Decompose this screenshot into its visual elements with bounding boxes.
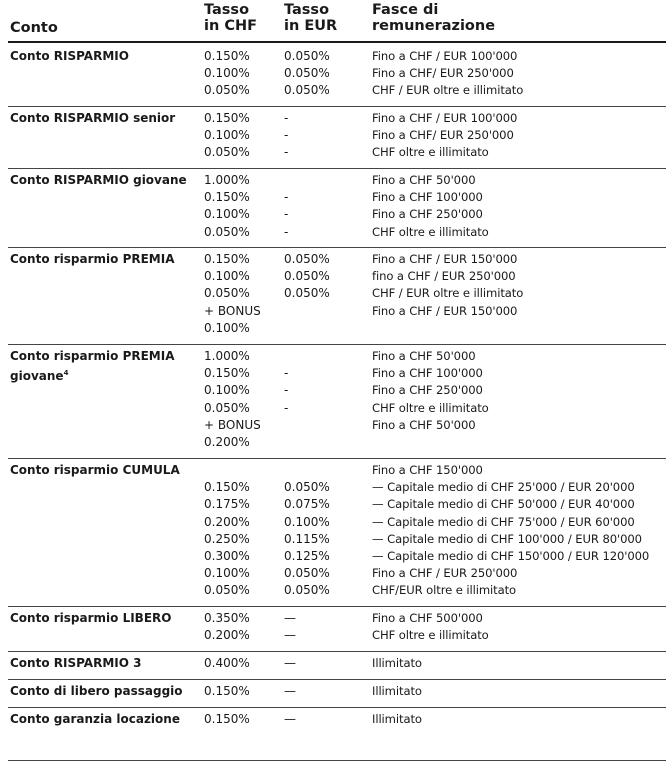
rate-chf-value: 0.400% — [204, 656, 250, 670]
rate-eur-value: — — [284, 656, 296, 670]
rate-chf-value: 0.250% — [204, 531, 250, 546]
rate-eur-value: 0.050% — [284, 286, 330, 301]
rate-chf-value: 0.050% — [204, 286, 250, 301]
rate-chf-column — [204, 251, 279, 337]
tier-value: CHF oltre e illimitato — [372, 145, 489, 160]
table-row — [8, 107, 666, 169]
bottom-rule — [8, 760, 666, 761]
rate-chf-value: + BONUS — [204, 303, 261, 318]
rate-chf-column — [204, 711, 279, 728]
footnote-marker: 4 — [63, 369, 69, 377]
rate-eur-column — [284, 110, 354, 162]
rate-eur-value: 0.050% — [284, 49, 330, 63]
rate-eur-value: — — [284, 684, 296, 698]
rate-chf-value: 0.200% — [204, 514, 250, 529]
account-name-text: Conto risparmio CUMULA — [10, 463, 180, 477]
tier-value: — Capitale medio di CHF 50'000 / EUR 40'000 — [372, 497, 635, 512]
tier-column — [372, 610, 666, 644]
tier-column — [372, 172, 666, 241]
rate-chf-column — [204, 462, 279, 600]
rate-chf-value: 0.150% — [204, 49, 250, 63]
tier-value: CHF oltre e illimitato — [372, 628, 489, 643]
account-name-text: Conto RISPARMIO giovane — [10, 173, 187, 187]
rate-eur-value — [284, 434, 354, 451]
rate-chf-column — [204, 348, 279, 451]
account-name-text: Conto risparmio LIBERO — [10, 611, 172, 625]
rate-chf-value: 1.000% — [204, 173, 250, 187]
tier-value: CHF/EUR oltre e illimitato — [372, 583, 517, 598]
rate-eur-value: - — [284, 145, 289, 160]
tier-value: Fino a CHF/ EUR 250'000 — [372, 128, 514, 143]
rate-eur-column — [284, 251, 354, 337]
rate-eur-value — [284, 303, 354, 320]
table-row — [8, 169, 666, 248]
rate-eur-value — [284, 320, 354, 337]
account-name-text: Conto risparmio PREMIA giovane — [10, 349, 175, 383]
tier-column — [372, 655, 666, 672]
tier-value: Fino a CHF 100'000 — [372, 190, 483, 205]
tier-column — [372, 110, 666, 162]
tier-value: — Capitale medio di CHF 25'000 / EUR 20'000 — [372, 480, 635, 495]
table-row — [8, 652, 666, 680]
tier-value: CHF / EUR oltre e illimitato — [372, 83, 524, 98]
rate-eur-value: 0.125% — [284, 548, 330, 563]
rate-eur-value: 0.050% — [284, 480, 330, 495]
rate-chf-value: 0.150% — [204, 366, 250, 381]
account-name-text: Conto risparmio PREMIA — [10, 252, 175, 266]
rate-eur-value: 0.050% — [284, 66, 330, 81]
rate-chf-column — [204, 172, 279, 241]
account-name — [10, 655, 195, 672]
tier-value: — Capitale medio di CHF 100'000 / EUR 80'000 — [372, 531, 642, 546]
account-name — [10, 462, 195, 479]
rate-chf-value: 0.150% — [204, 684, 250, 698]
rate-eur-value: - — [284, 111, 289, 125]
rate-chf-value: 0.050% — [204, 583, 250, 598]
account-name — [10, 48, 195, 65]
account-name-text: Conto RISPARMIO — [10, 49, 129, 63]
tier-value — [372, 320, 666, 337]
header-tasso-eur: Tasso in EUR — [284, 2, 338, 34]
tier-value: Fino a CHF / EUR 150'000 — [372, 303, 518, 318]
rate-chf-value: 0.300% — [204, 548, 250, 563]
tier-column — [372, 251, 666, 337]
tier-value: Fino a CHF / EUR 100'000 — [372, 49, 518, 63]
rate-eur-value: 0.050% — [284, 83, 330, 98]
rate-chf-value: 0.150% — [204, 190, 250, 205]
rate-chf-value: 0.200% — [204, 434, 250, 449]
rate-eur-value: - — [284, 383, 289, 398]
rate-chf-value: 0.100% — [204, 128, 250, 143]
rate-chf-value: 0.100% — [204, 207, 250, 222]
tier-column — [372, 48, 666, 100]
rate-chf-value: 0.150% — [204, 252, 250, 266]
tier-value: CHF oltre e illimitato — [372, 400, 489, 415]
tier-value: Illimitato — [372, 656, 422, 670]
rate-chf-column — [204, 48, 279, 100]
account-name — [10, 711, 195, 728]
rate-chf-value: 0.100% — [204, 566, 250, 581]
tier-value: Fino a CHF / EUR 100'000 — [372, 111, 518, 125]
rate-eur-value — [284, 462, 354, 479]
rate-eur-value: 0.075% — [284, 497, 330, 512]
header-rule — [8, 41, 666, 43]
rate-chf-value: 0.100% — [204, 269, 250, 284]
rate-chf-value: 0.150% — [204, 480, 250, 495]
rate-chf-value: 1.000% — [204, 349, 250, 363]
rate-chf-value: 0.100% — [204, 383, 250, 398]
account-name — [10, 110, 195, 127]
tier-value — [372, 434, 666, 451]
rate-eur-value: — — [284, 611, 296, 625]
table-row — [8, 248, 666, 345]
rate-chf-value: 0.350% — [204, 611, 250, 625]
account-name-text: Conto RISPARMIO 3 — [10, 656, 142, 670]
tier-value: Fino a CHF 100'000 — [372, 366, 483, 381]
rate-eur-column — [284, 172, 354, 241]
rate-chf-column — [204, 655, 279, 672]
account-name — [10, 610, 195, 627]
account-name — [10, 348, 195, 385]
rate-chf-value: 0.050% — [204, 83, 250, 98]
rate-eur-column — [284, 711, 354, 728]
rate-eur-value: 0.050% — [284, 566, 330, 581]
rate-chf-column — [204, 110, 279, 162]
header-tasso-chf: Tasso in CHF — [204, 2, 258, 34]
header-conto: Conto — [10, 20, 58, 36]
tier-value: Illimitato — [372, 684, 422, 698]
tier-value: — Capitale medio di CHF 150'000 / EUR 120'000 — [372, 548, 650, 563]
tier-value: — Capitale medio di CHF 75'000 / EUR 60'000 — [372, 514, 635, 529]
rate-eur-value: - — [284, 190, 289, 205]
tier-value: Fino a CHF 50'000 — [372, 349, 476, 363]
rate-eur-value: - — [284, 128, 289, 143]
rate-eur-column — [284, 610, 354, 644]
tier-value: Fino a CHF 250'000 — [372, 383, 483, 398]
tier-value: Fino a CHF 150'000 — [372, 463, 483, 477]
rate-chf-value: 0.050% — [204, 400, 250, 415]
rate-eur-column — [284, 48, 354, 100]
tier-value: Fino a CHF 50'000 — [372, 173, 476, 187]
table-row — [8, 680, 666, 708]
account-name-text: Conto di libero passaggio — [10, 684, 183, 698]
rate-eur-value — [284, 172, 354, 189]
rate-eur-value: 0.050% — [284, 583, 330, 598]
rate-eur-column — [284, 462, 354, 600]
rate-eur-value: 0.050% — [284, 269, 330, 284]
tier-value: Fino a CHF 250'000 — [372, 207, 483, 222]
rate-chf-value — [204, 462, 279, 479]
rate-chf-value: 0.150% — [204, 712, 250, 726]
tier-value: Fino a CHF 500'000 — [372, 611, 483, 625]
rate-eur-value: — — [284, 712, 296, 726]
rate-eur-column — [284, 348, 354, 451]
rate-eur-column — [284, 683, 354, 700]
tier-value: Fino a CHF/ EUR 250'000 — [372, 66, 514, 81]
tier-value: CHF / EUR oltre e illimitato — [372, 286, 524, 301]
account-name-text: Conto RISPARMIO senior — [10, 111, 176, 125]
rate-chf-value: 0.175% — [204, 497, 250, 512]
rate-eur-value: - — [284, 400, 289, 415]
rate-eur-value — [284, 417, 354, 434]
rate-eur-value: 0.050% — [284, 252, 330, 266]
tier-value: Illimitato — [372, 712, 422, 726]
rate-chf-value: 0.150% — [204, 111, 250, 125]
rate-chf-value: + BONUS — [204, 417, 261, 432]
tier-column — [372, 711, 666, 728]
tier-column — [372, 683, 666, 700]
header-fasce: Fasce di remunerazione — [372, 2, 496, 34]
rate-eur-value: 0.100% — [284, 514, 330, 529]
rate-eur-value — [284, 348, 354, 365]
rate-chf-value: 0.050% — [204, 224, 250, 239]
rate-eur-value: - — [284, 224, 289, 239]
account-name — [10, 251, 195, 268]
rate-chf-value: 0.050% — [204, 145, 250, 160]
rate-eur-column — [284, 655, 354, 672]
tier-value: Fino a CHF 50'000 — [372, 417, 476, 432]
tier-value: Fino a CHF / EUR 250'000 — [372, 566, 518, 581]
tier-column — [372, 462, 666, 600]
rate-eur-value: - — [284, 207, 289, 222]
rate-chf-column — [204, 683, 279, 700]
rate-eur-value: — — [284, 628, 296, 643]
table-row — [8, 708, 666, 736]
rate-chf-value: 0.100% — [204, 66, 250, 81]
table-row — [8, 45, 666, 107]
table-row — [8, 459, 666, 607]
rate-chf-column — [204, 610, 279, 644]
tier-value: fino a CHF / EUR 250'000 — [372, 269, 516, 284]
table-row — [8, 607, 666, 652]
rate-eur-value: - — [284, 366, 289, 381]
rate-chf-value: 0.100% — [204, 320, 250, 335]
tier-value: CHF oltre e illimitato — [372, 224, 489, 239]
account-name — [10, 683, 195, 700]
account-name — [10, 172, 195, 189]
tier-column — [372, 348, 666, 451]
rate-eur-value: 0.115% — [284, 531, 330, 546]
table-row — [8, 345, 666, 459]
account-name-text: Conto garanzia locazione — [10, 712, 180, 726]
rate-chf-value: 0.200% — [204, 628, 250, 643]
tier-value: Fino a CHF / EUR 150'000 — [372, 252, 518, 266]
